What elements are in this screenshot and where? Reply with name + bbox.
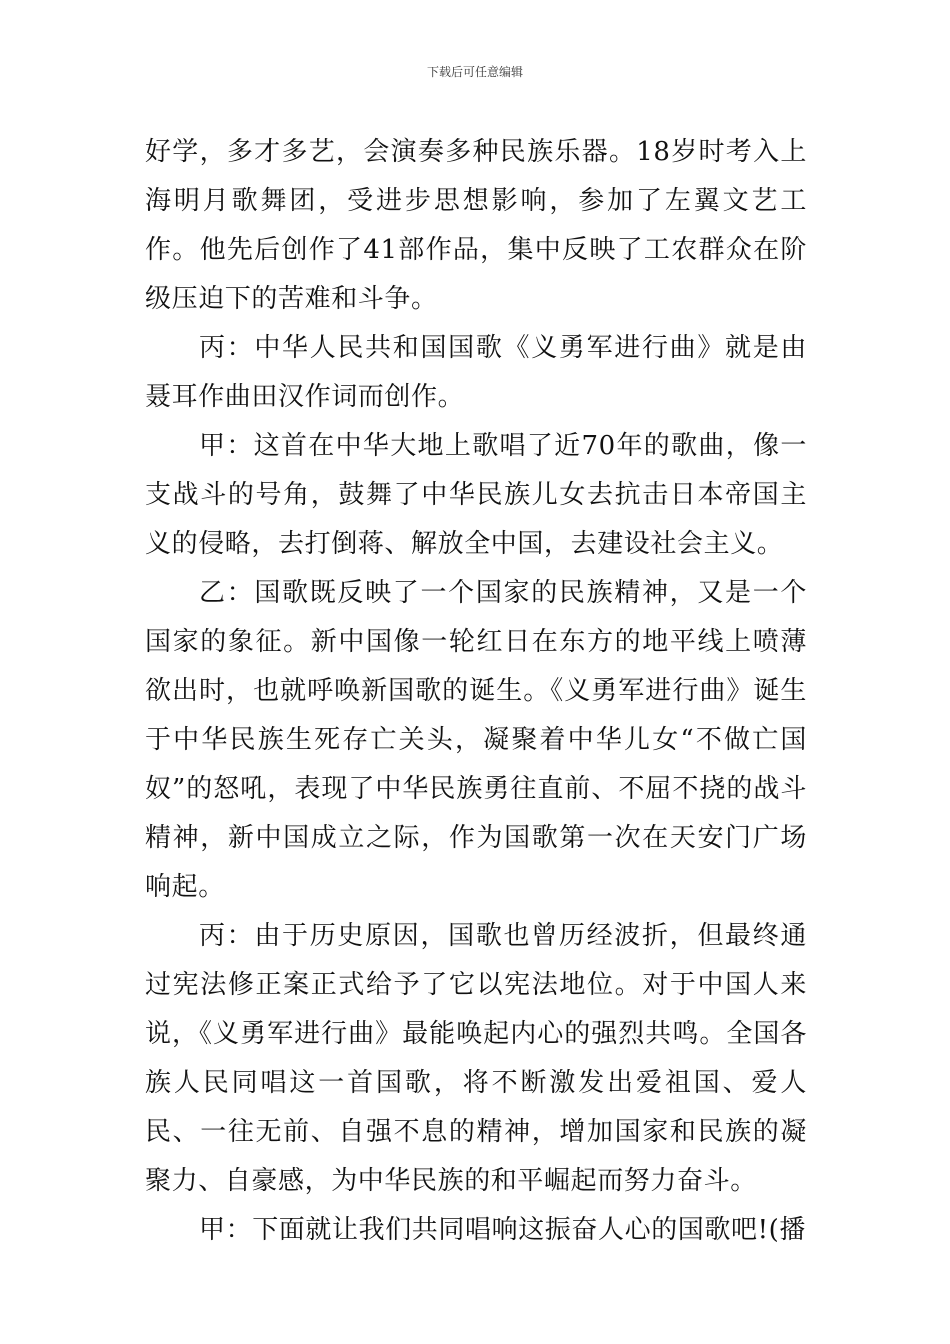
paragraph-1: 好学，多才多艺，会演奏多种民族乐器。18岁时考入上海明月歌舞团，受进步思想影响，参加了左翼文艺工作。他先后创作了41部作品，集中反映了工农群众在阶级压迫下的苦难和斗争。 — [145, 137, 807, 314]
paragraph-3: 甲：这首在中华大地上歌唱了近70年的歌曲，像一支战斗的号角，鼓舞了中华民族儿女去抗击日本帝国主义的侵略，去打倒蒋、解放全中国，去建设社会主义。 — [145, 431, 807, 559]
paragraph-4: 乙：国歌既反映了一个国家的民族精神，又是一个国家的象征。新中国像一轮红日在东方的地平线上喷薄欲出时，也就呼唤新国歌的诞生。《义勇军进行曲》诞生于中华民族生死存亡关头，凝聚着中华儿女“不做亡国奴”的怒吼，表现了中华民族勇往直前、不屈不挠的战斗精神，新中国成立之际，作为国歌第一次在天安门广场响起。 — [145, 578, 807, 902]
paragraph-5: 丙：由于历史原因，国歌也曾历经波折，但最终通过宪法修正案正式给予了它以宪法地位。对于中国人来说，《义勇军进行曲》最能唤起内心的强烈共鸣。全国各族人民同唱这一首国歌，将不断激发出爱祖国、爱人民、一往无前、自强不息的精神，增加国家和民族的凝聚力、自豪感，为中华民族的和平崛起而努力奋斗。 — [145, 921, 807, 1196]
paragraph-6: 甲：下面就让我们共同唱响这振奋人心的国歌吧!(播 — [199, 1215, 806, 1245]
paragraph-2: 丙：中华人民共和国国歌《义勇军进行曲》就是由聂耳作曲田汉作词而创作。 — [145, 333, 807, 412]
page-header: 下载后可任意编辑 — [426, 65, 523, 79]
body-text — [145, 128, 807, 1255]
